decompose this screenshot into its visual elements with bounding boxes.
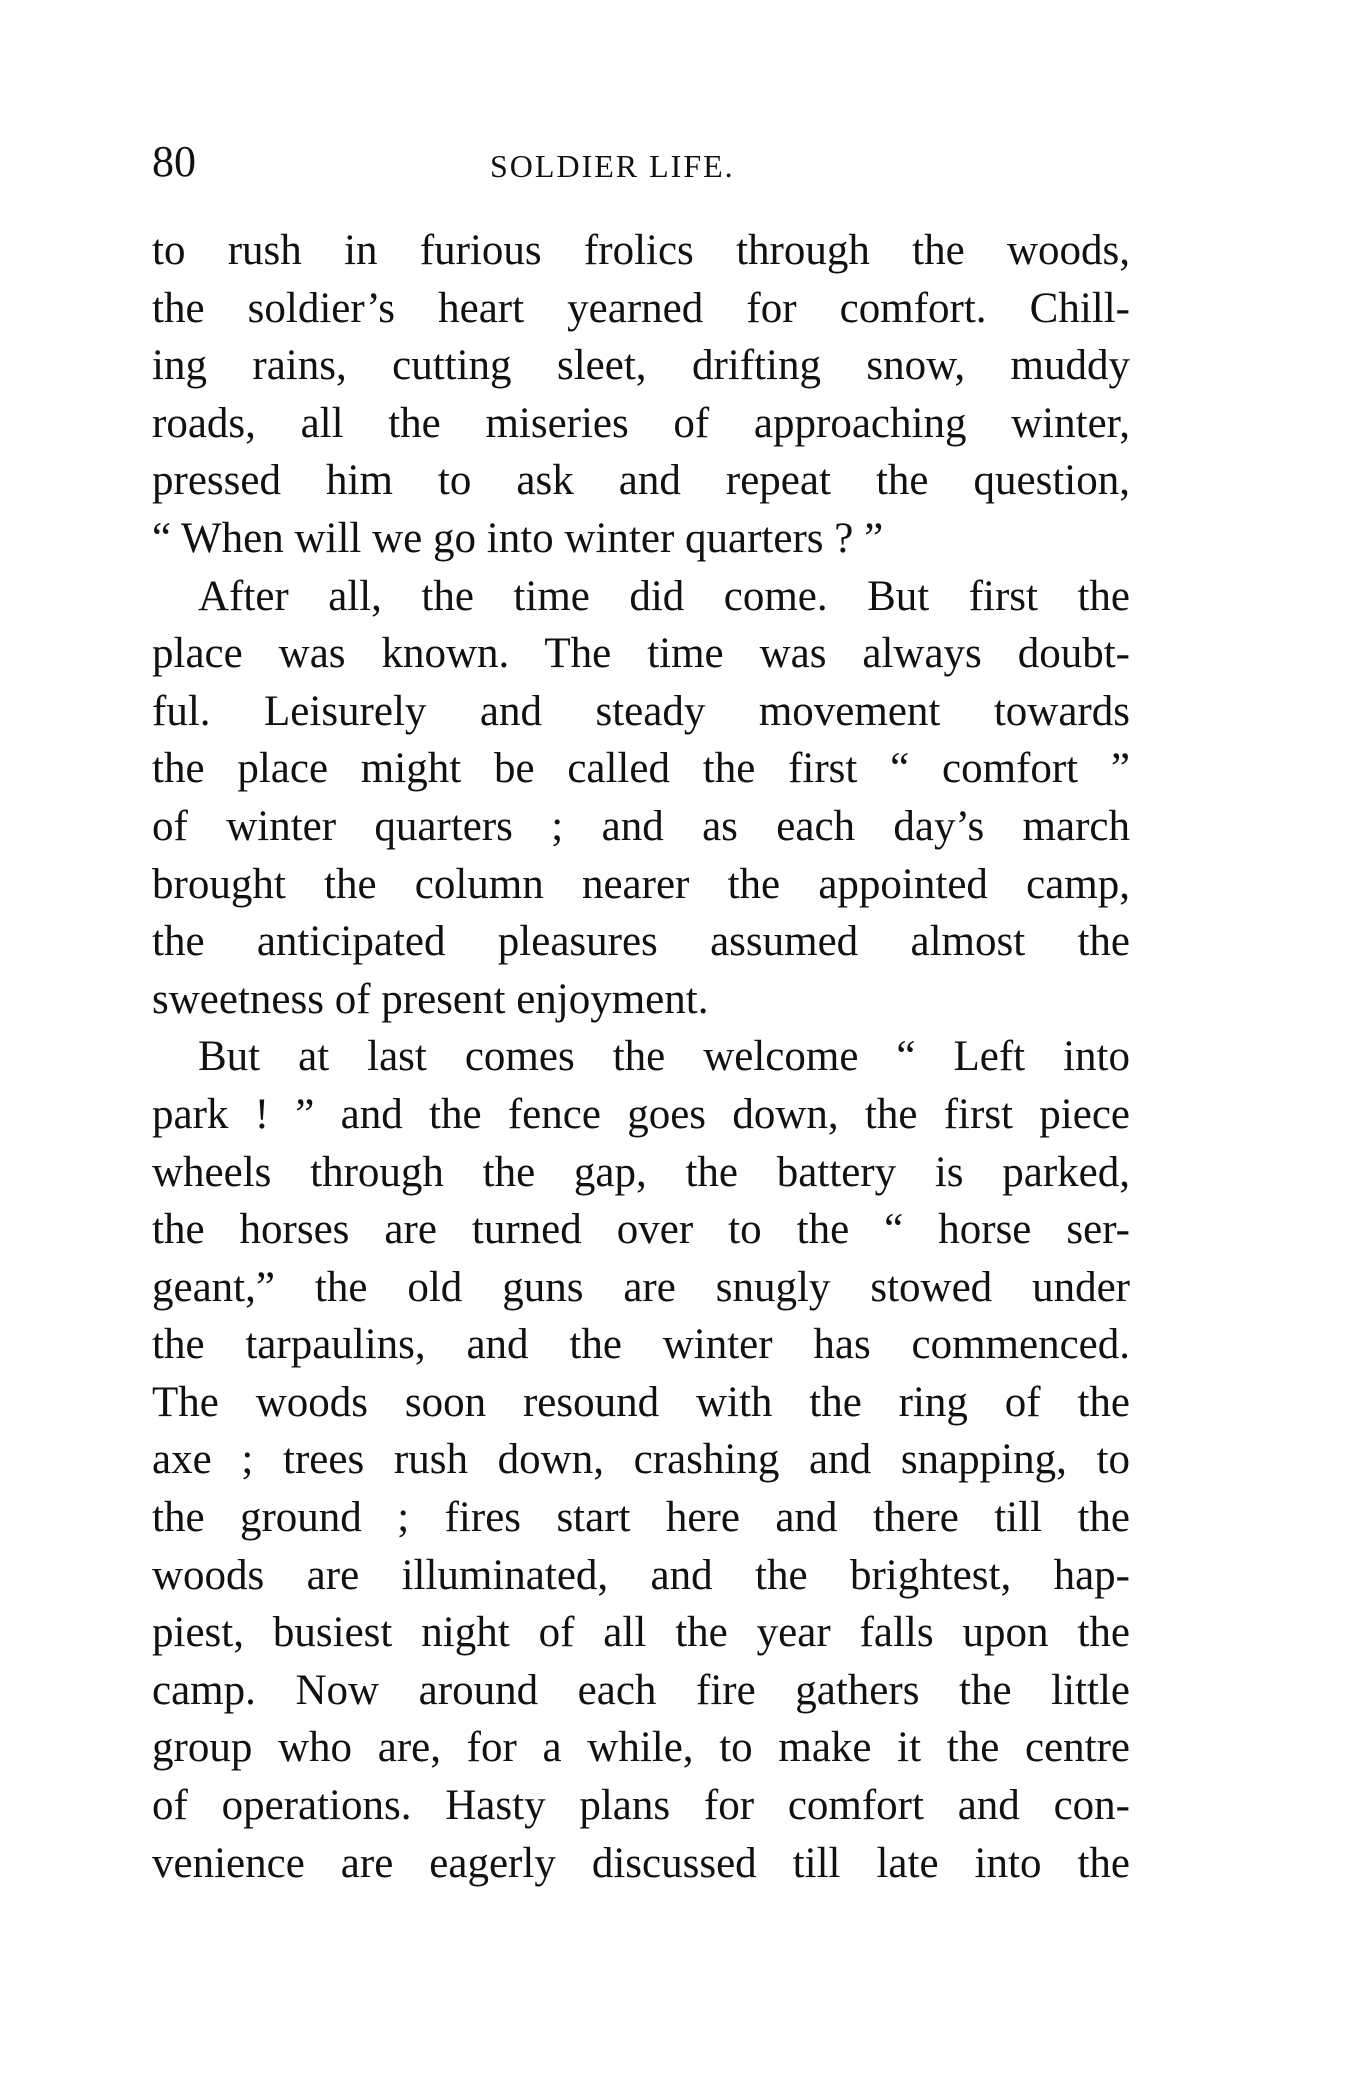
text-line: piest, busiest night of all the year falls upon the (152, 1609, 1130, 1657)
text-line: roads, all the miseries of approaching winter, (152, 399, 1130, 447)
text-line: the horses are turned over to the “ horse ser- (152, 1206, 1130, 1254)
text-line: woods are illuminated, and the brightest, hap- (152, 1551, 1130, 1599)
text-line: to rush in furious frolics through the woods, (152, 227, 1130, 274)
text-line: ing rains, cutting sleet, drifting snow, muddy (152, 342, 1130, 390)
running-head: SOLDIER LIFE. (490, 148, 735, 184)
text-line: place was known. The time was always doubt- (152, 630, 1130, 678)
page-header (152, 134, 1130, 190)
text-line: “ When will we go into winter quarters ? ” (152, 514, 884, 562)
text-line: the anticipated pleasures assumed almost the (152, 918, 1130, 966)
text-line: the tarpaulins, and the winter has commenced. (152, 1321, 1130, 1369)
text-line: ful. Leisurely and steady movement towards (152, 687, 1130, 735)
text-line: venience are eagerly discussed till late into the (152, 1839, 1130, 1887)
text-line: the soldier’s heart yearned for comfort. Chill- (152, 284, 1130, 332)
paragraph-start-line: After all, the time did come. But first the (198, 572, 1130, 620)
body-text (152, 222, 1130, 1892)
text-line: axe ; trees rush down, crashing and snapping, to (152, 1436, 1130, 1484)
text-line: the place might be called the first “ comfort ” (152, 745, 1130, 793)
text-line: of operations. Hasty plans for comfort and con- (152, 1782, 1130, 1830)
text-line: The woods soon resound with the ring of the (152, 1378, 1130, 1426)
text-line: wheels through the gap, the battery is parked, (152, 1148, 1130, 1196)
text-line: brought the column nearer the appointed camp, (152, 860, 1130, 908)
text-line: the ground ; fires start here and there till the (152, 1494, 1130, 1542)
text-line: camp. Now around each fire gathers the little (152, 1666, 1130, 1714)
page-number: 80 (152, 137, 196, 186)
text-line: sweetness of present enjoyment. (152, 975, 709, 1023)
text-line: geant,” the old guns are snugly stowed under (152, 1263, 1130, 1311)
text-line: of winter quarters ; and as each day’s march (152, 802, 1130, 850)
text-line: group who are, for a while, to make it the centre (152, 1724, 1130, 1772)
text-line: park ! ” and the fence goes down, the first piece (152, 1090, 1130, 1138)
paragraph-start-line: But at last comes the welcome “ Left into (198, 1033, 1130, 1081)
text-line: pressed him to ask and repeat the question, (152, 457, 1130, 505)
